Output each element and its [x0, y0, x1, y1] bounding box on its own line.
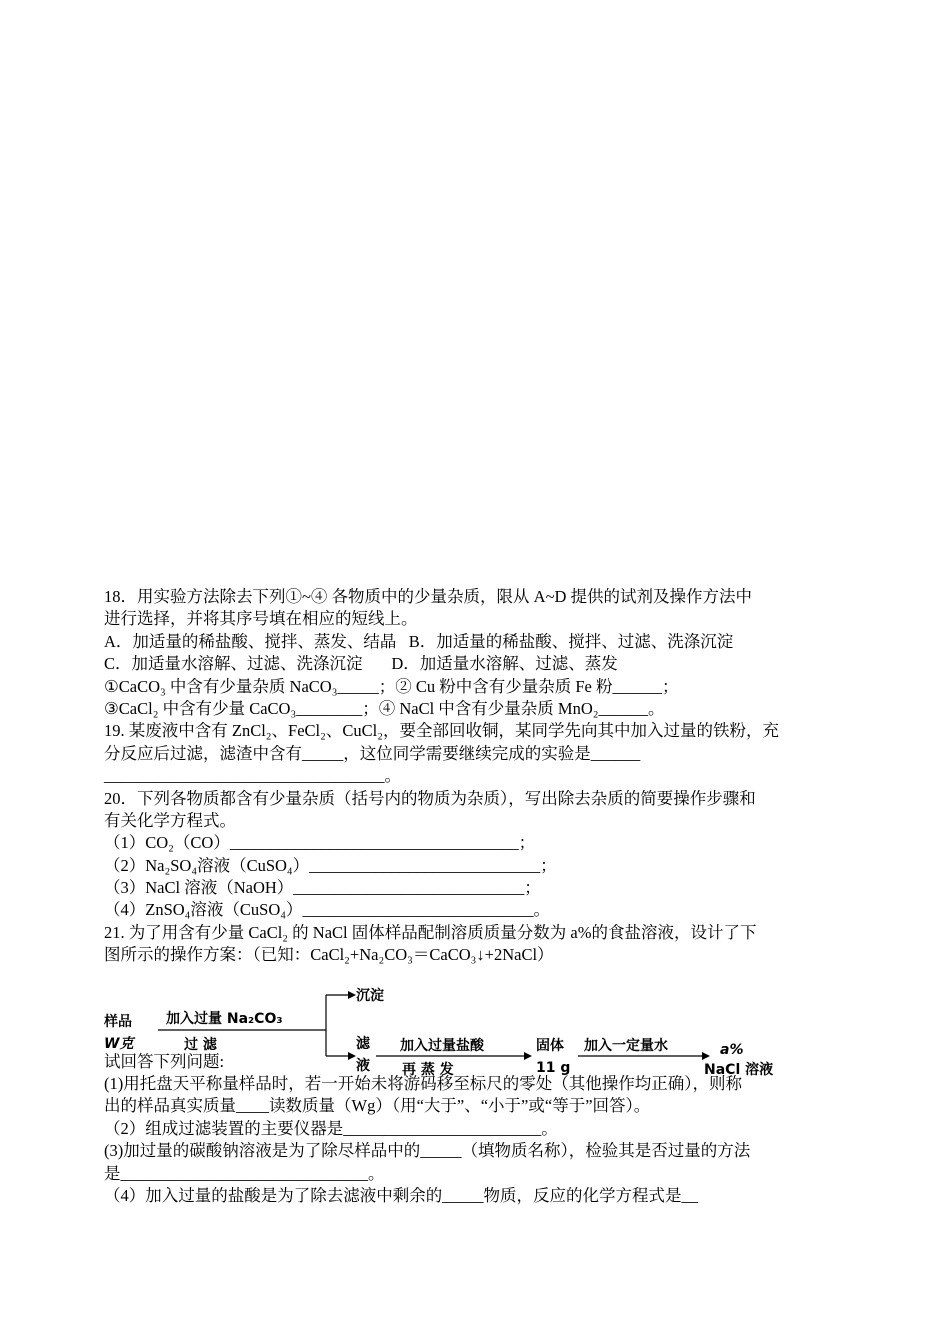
q20-line: （4）ZnSO₄溶液（CuSO₄）____________________________。: [104, 900, 551, 920]
label-step2-operation: 再 蒸 发: [402, 1061, 454, 1078]
q19-line: 19. 某废液中含有 ZnCl₂、FeCl₂、CuCl₂，要全部回收铜，某同学先向其中加入过量的铁粉，充: [104, 721, 779, 741]
label-precipitate: 沉淀: [356, 987, 384, 1004]
label-step2-reagent: 加入过量盐酸: [400, 1037, 484, 1054]
question-19: [104, 720, 864, 787]
q21-sub-line: 试回答下列问题:: [104, 1051, 225, 1071]
q21-sub-line: (1)用托盘天平称量样品时，若一开始未将游码移至标尺的零处（其他操作均正确），则称: [104, 1074, 742, 1094]
arrowhead-filtrate: [348, 1052, 356, 1060]
q18-line: A．加适量的稀盐酸、搅拌、蒸发、结晶 B．加适量的稀盐酸、搅拌、过滤、洗涤沉淀: [104, 631, 734, 651]
q18-line: C．加适量水溶解、过滤、洗涤沉淀 D．加适量水溶解、过滤、蒸发: [104, 654, 618, 674]
q20-line: 有关化学方程式。: [104, 810, 236, 830]
label-solid-mass: 11 g: [536, 1059, 571, 1076]
arrowhead-precipitate: [348, 991, 356, 999]
label-filtrate-1: 滤: [356, 1035, 370, 1052]
question-20: [104, 788, 864, 922]
q20-line: 20．下列各物质都含有少量杂质（括号内的物质为杂质），写出除去杂质的简要操作步骤和: [104, 788, 756, 808]
label-sample-mass: W克: [104, 1035, 134, 1052]
label-filtrate-2: 液: [356, 1057, 370, 1074]
exam-content: [104, 586, 864, 1207]
label-step3-reagent: 加入一定量水: [584, 1037, 668, 1054]
q20-line: （3）NaCl 溶液（NaOH）____________________________；: [104, 878, 541, 898]
label-sample: 样品: [104, 1013, 132, 1030]
q21-sub-line: 是______________________________。: [104, 1163, 385, 1183]
q21-sub-line: 出的样品真实质量____读数质量（Wg）（用“大于”、“小于”或“等于”回答）。: [104, 1096, 651, 1116]
question-21: [104, 922, 864, 1208]
q18-line: 18．用实验方法除去下列①~④ 各物质中的少量杂质，限从 A~D 提供的试剂及操作方法中: [104, 587, 753, 606]
q18-line: 进行选择，并将其序号填在相应的短线上。: [104, 609, 418, 629]
q21-line: 图所示的操作方案：（已知：CaCl₂+Na₂CO₃＝CaCO₃↓+2NaCl）: [104, 945, 554, 965]
question-18: [104, 586, 864, 720]
q18-line: ①CaCO₃ 中含有少量杂质 NaCO₃_____；② Cu 粉中含有少量杂质 Fe 粉______；: [104, 676, 679, 696]
q21-sub-line: （4）加入过量的盐酸是为了除去滤液中剩余的_____物质，反应的化学方程式是__: [104, 1185, 698, 1205]
label-solid: 固体: [536, 1037, 564, 1054]
q19-line: __________________________________。: [104, 766, 401, 786]
q21-sub-line: (3)加过量的碳酸钠溶液是为了除尽样品中的_____（填物质名称），检验其是否过量的方法: [104, 1141, 751, 1161]
q18-line: ③CaCl₂ 中含有少量 CaCO₃________；④ NaCl 中含有少量杂质 MnO₂______。: [104, 698, 665, 718]
q20-line: （2）Na₂SO₄溶液（CuSO₄）____________________________；: [104, 855, 557, 875]
label-step1-operation: 过 滤: [184, 1036, 217, 1053]
q21-line: 21. 为了用含有少量 CaCl₂ 的 NaCl 固体样品配制溶质质量分数为 a%的食盐溶液，设计了下: [104, 922, 757, 942]
arrowhead-solid: [524, 1052, 532, 1060]
q20-line: （1）CO₂（CO）___________________________________；: [104, 833, 536, 853]
q19-line: 分反应后过滤，滤渣中含有_____，这位同学需要继续完成的实验是______: [104, 743, 641, 763]
label-result-percent: a%: [720, 1041, 744, 1058]
q21-sub-line: （2）组成过滤装置的主要仪器是________________________。: [104, 1118, 558, 1138]
label-result-solution: NaCl 溶液: [704, 1061, 774, 1078]
label-step1-reagent: 加入过量 Na₂CO₃: [166, 1010, 283, 1027]
